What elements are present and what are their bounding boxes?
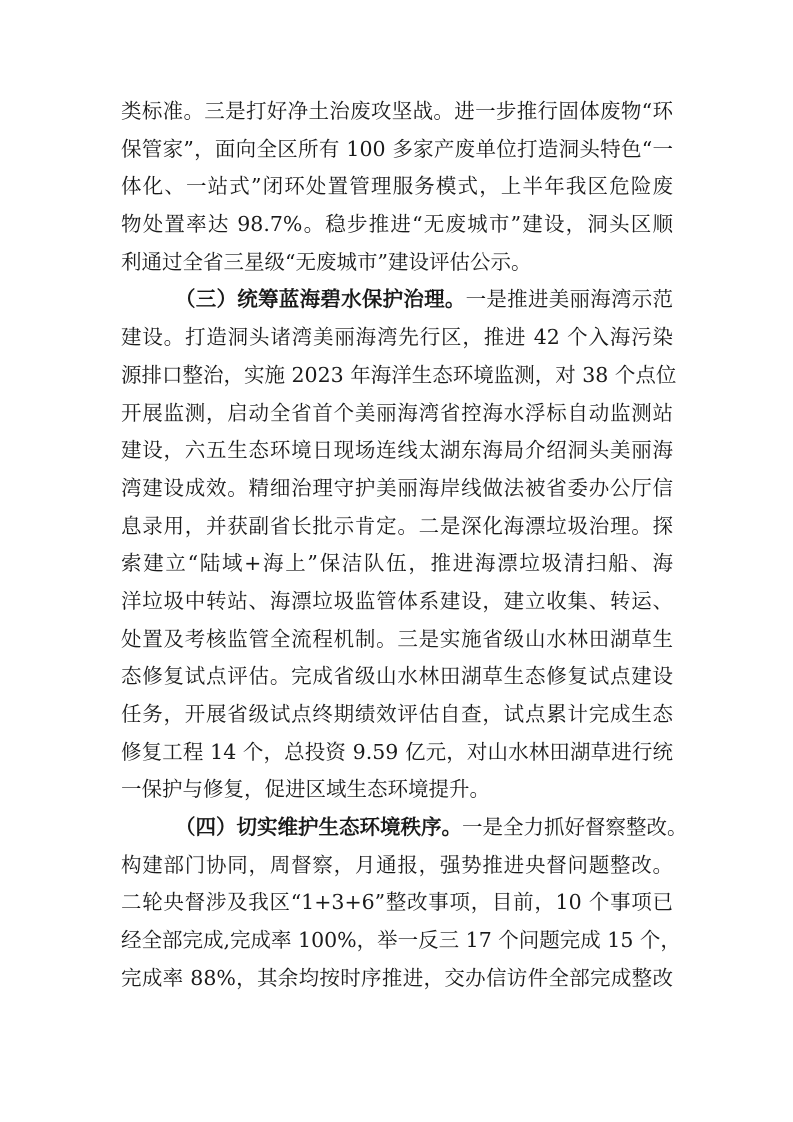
text-run: 一是推进美丽海湾示范 bbox=[465, 287, 674, 312]
text-line: 处置及考核监管全流程机制。三是实施省级山水林田湖草生 bbox=[121, 626, 673, 651]
text-line: 源排口整治，实施 2023 年海洋生态环境监测，对 38 个点位 bbox=[121, 362, 677, 387]
text-line: 洋垃圾中转站、海漂垃圾监管体系建设，建立收集、转运、 bbox=[121, 588, 673, 613]
text-line: 保管家”，面向全区所有 100 多家产废单位打造洞头特色“一 bbox=[121, 136, 673, 161]
section-heading-4: （四）切实维护生态环境秩序。 bbox=[175, 815, 462, 840]
text-line: 经全部完成,完成率 100%，举一反三 17 个问题完成 15 个， bbox=[121, 928, 681, 953]
body-text bbox=[121, 93, 688, 998]
text-line: 二轮央督涉及我区“1+3+6”整改事项，目前，10 个事项已 bbox=[121, 890, 673, 915]
text-line: 利通过全省三星级“无废城市”建设评估公示。 bbox=[121, 249, 532, 274]
text-line: 修复工程 14 个，总投资 9.59 亿元，对山水林田湖草进行统 bbox=[121, 739, 673, 764]
text-line: 类标准。三是打好净土治废攻坚战。进一步推行固体废物“环 bbox=[121, 99, 673, 123]
text-line: 建设。打造洞头诸湾美丽海湾先行区，推进 42 个入海污染 bbox=[121, 325, 673, 350]
text-line: 息录用，并获副省长批示肯定。二是深化海漂垃圾治理。探 bbox=[121, 513, 673, 538]
section-heading-3: （三）统筹蓝海碧水保护治理。 bbox=[175, 287, 466, 312]
section-heading-line bbox=[121, 809, 688, 847]
text-line: 态修复试点评估。完成省级山水林田湖草生态修复试点建设 bbox=[121, 664, 673, 689]
text-line: 任务，开展省级试点终期绩效评估自查，试点累计完成生态 bbox=[121, 702, 673, 726]
text-line: 湾建设成效。精细治理守护美丽海岸线做法被省委办公厅信 bbox=[121, 475, 673, 500]
text-line: 物处置率达 98.7%。稳步推进“无废城市”建设，洞头区顺 bbox=[121, 212, 673, 237]
text-line: 完成率 88%，其余均按时序推进，交办信访件全部完成整改 bbox=[121, 965, 673, 990]
text-line: 构建部门协同，周督察，月通报，强势推进央督问题整改。 bbox=[121, 852, 673, 877]
text-line: 建设，六五生态环境日现场连线太湖东海局介绍洞头美丽海 bbox=[121, 438, 673, 463]
section-heading-line bbox=[121, 281, 673, 319]
text-line: 体化、一站式”闭环处置管理服务模式，上半年我区危险废 bbox=[121, 174, 673, 199]
text-line: 一保护与修复，促进区域生态环境提升。 bbox=[121, 777, 490, 802]
text-run: 一是全力抓好督察整改。 bbox=[462, 815, 688, 840]
text-line: 索建立“陆域+海上”保洁队伍，推进海漂垃圾清扫船、海 bbox=[121, 551, 673, 576]
text-line: 开展监测，启动全省首个美丽海湾省控海水浮标自动监测站 bbox=[121, 400, 673, 425]
